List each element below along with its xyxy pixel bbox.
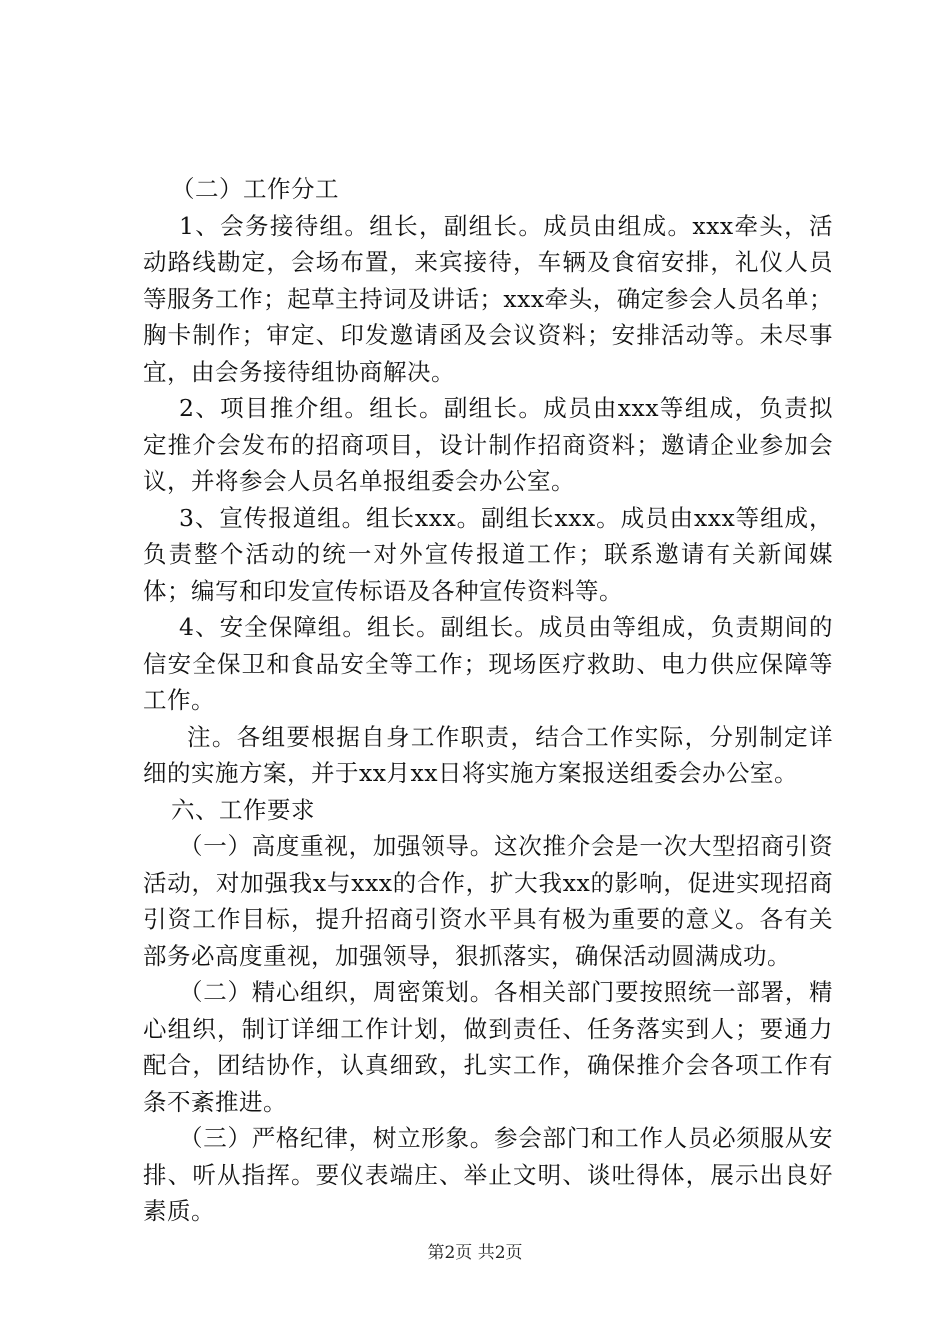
paragraph-security-group: 4、安全保障组。组长。副组长。成员由等组成，负责期间的信安全保卫和食品安全等工作；现场医疗救助、电力供应保障等工作。: [143, 613, 833, 714]
page-footer: 第2页 共2页: [427, 1243, 523, 1263]
paragraph-note: 注。各组要根据自身工作职责，结合工作实际，分别制定详细的实施方案，并于xx月xx日将实施方案报送组委会办公室。: [143, 722, 833, 787]
paragraph-requirement-2: （二）精心组织，周密策划。各相关部门要按照统一部署，精心组织，制订详细工作计划，做到责任、任务落实到人；要通力配合，团结协作，认真细致，扎实工作，确保推介会各项工作有条不紊推进。: [143, 978, 833, 1116]
paragraph-project-promotion-group: 2、项目推介组。组长。副组长。成员由xxx等组成，负责拟定推介会发布的招商项目，设计制作招商资料；邀请企业参加会议，并将参会人员名单报组委会办公室。: [143, 394, 833, 495]
section-heading-work-requirements: 六、工作要求: [171, 795, 315, 824]
paragraph-publicity-group: 3、宣传报道组。组长xxx。副组长xxx。成员由xxx等组成，负责整个活动的统一对外宣传报道工作；联系邀请有关新闻媒体；编写和印发宣传标语及各种宣传资料等。: [143, 503, 833, 605]
paragraph-requirement-3: （三）严格纪律，树立形象。参会部门和工作人员必须服从安排、听从指挥。要仪表端庄、举止文明、谈吐得体，展示出良好素质。: [143, 1124, 833, 1225]
paragraph-reception-group: 1、会务接待组。组长，副组长。成员由组成。xxx牵头，活动路线勘定，会场布置，来宾接待，车辆及食宿安排，礼仪人员等服务工作；起草主持词及讲话；xxx牵头，确定参会人员名单；胸卡制作；审定、印发邀请函及会议资料；安排活动等。未尽事宜，由会务接待组协商解决。: [143, 211, 833, 386]
paragraph-requirement-1: （一）高度重视，加强领导。这次推介会是一次大型招商引资活动，对加强我x与xxx的合作，扩大我xx的影响，促进实现招商引资工作目标，提升招商引资水平具有极为重要的意义。各有关部务必高度重视，加强领导，狠抓落实，确保活动圆满成功。: [143, 832, 833, 970]
section-heading-division-of-work: （二）工作分工: [171, 175, 339, 203]
document-body: [143, 171, 833, 1230]
